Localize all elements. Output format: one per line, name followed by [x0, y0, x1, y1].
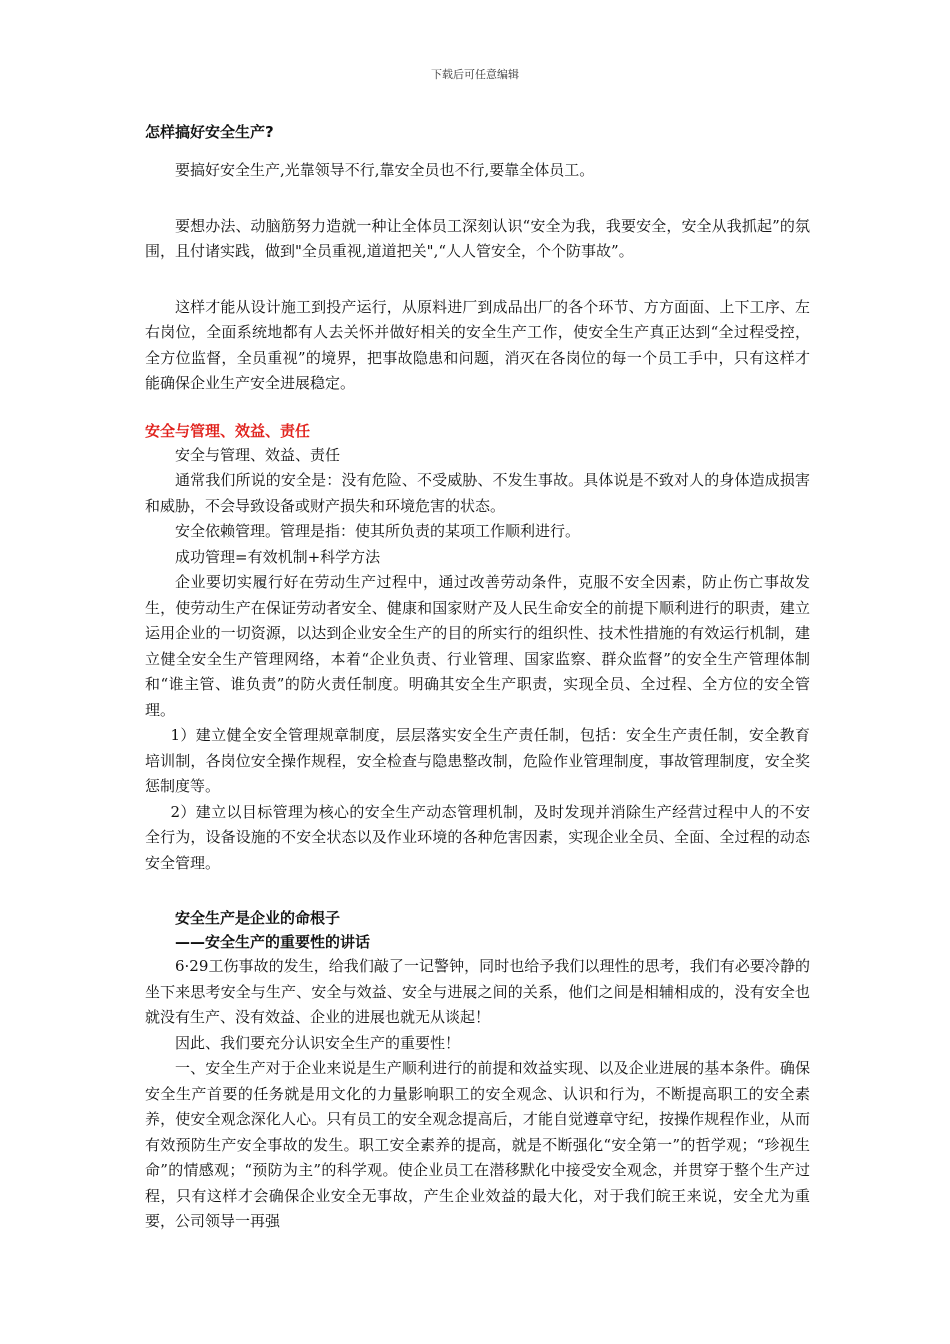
- paragraph: 安全与管理、效益、责任: [175, 445, 341, 464]
- paragraph: 6·29工伤事故的发生，给我们敲了一记警钟，同时也给予我们以理性的思考，我们有必要冷静的坐下来思考安全与生产、安全与效益、安全与进展之间的关系，他们之间是相辅相成的，没有安全也就没有生产、没有效益、企业的进展也就无从谈起！: [145, 957, 810, 1026]
- paragraph: 要搞好安全生产,光靠领导不行,靠安全员也不行,要靠全体员工。: [175, 161, 595, 179]
- section-title: 安全生产是企业的命根子: [175, 909, 341, 927]
- paragraph: 1）建立健全安全管理规章制度，层层落实安全生产责任制，包括：安全生产责任制，安全教育培训制，各岗位安全操作规程，安全检查与隐患整改制，危险作业管理制度，事故管理制度，安全奖惩制度等。: [145, 726, 810, 795]
- section-title: 安全与管理、效益、责任: [145, 421, 311, 440]
- paragraph: 通常我们所说的安全是：没有危险、不受威胁、不发生事故。具体说是不致对人的身体造成损害和威胁，不会导致设备或财产损失和环境危害的状态。: [145, 471, 810, 515]
- document-body: [145, 120, 810, 1235]
- paragraph: 这样才能从设计施工到投产运行，从原料进厂到成品出厂的各个环节、方方面面、上下工序、左右岗位，全面系统地都有人去关怀并做好相关的安全生产工作，使安全生产真正达到“全过程受控，全方位监督，全员重视”的境界，把事故隐患和问题，消灭在各岗位的每一个员工手中，只有这样才能确保企业生产安全进展稳定。: [145, 297, 810, 392]
- page-header: 下载后可任意编辑: [431, 68, 519, 81]
- paragraph: 安全依赖管理。管理是指：使其所负责的某项工作顺利进行。: [175, 522, 581, 540]
- paragraph: 成功管理=有效机制+科学方法: [175, 547, 381, 566]
- section-title: 怎样搞好安全生产?: [145, 123, 274, 141]
- paragraph: 企业要切实履行好在劳动生产过程中，通过改善劳动条件，克服不安全因素，防止伤亡事故发生，使劳动生产在保证劳动者安全、健康和国家财产及人民生命安全的前提下顺利进行的职责，建立运用企业的一切资源，以达到企业安全生产的目的所实行的组织性、技术性措施的有效运行机制，建立健全安全生产管理网络，本着“企业负责、行业管理、国家监察、群众监督”的安全生产管理体制和“谁主管、谁负责”的防火责任制度。明确其安全生产职责，实现全员、全过程、全方位的安全管理。: [145, 573, 810, 719]
- paragraph: 要想办法、动脑筋努力造就一种让全体员工深刻认识“安全为我，我要安全，安全从我抓起”的氛围，且付诸实践，做到"全员重视,道道把关",“人人管安全，个个防事故”。: [145, 216, 810, 260]
- paragraph: 2）建立以目标管理为核心的安全生产动态管理机制，及时发现并消除生产经营过程中人的不安全行为，设备设施的不安全状态以及作业环境的各种危害因素，实现企业全员、全面、全过程的动态安全管理。: [145, 802, 810, 872]
- paragraph: 一、安全生产对于企业来说是生产顺利进行的前提和效益实现、以及企业进展的基本条件。确保安全生产首要的任务就是用文化的力量影响职工的安全观念、认识和行为，不断提高职工的安全素养，使安全观念深化人心。只有员工的安全观念提高后，才能自觉遵章守纪，按操作规程作业，从而有效预防生产安全事故的发生。职工安全素养的提高，就是不断强化“安全第一”的哲学观；“珍视生命”的情感观；“预防为主”的科学观。使企业员工在潜移默化中接受安全观念，并贯穿于整个生产过程，只有这样才会确保企业安全无事故，产生企业效益的最大化，对于我们皖王来说，安全尤为重要，公司领导一再强: [145, 1059, 810, 1230]
- paragraph: 因此、我们要充分认识安全生产的重要性！: [175, 1033, 461, 1052]
- section-subtitle: ——安全生产的重要性的讲话: [175, 933, 371, 951]
